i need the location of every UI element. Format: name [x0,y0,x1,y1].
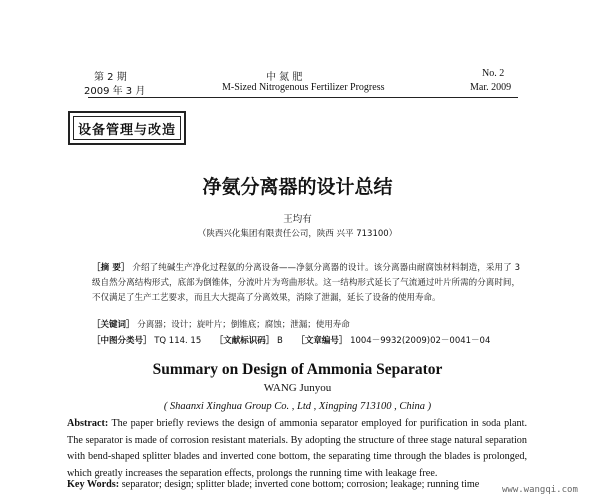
issue-date-cn: 2009 年 3 月 [84,86,146,97]
abstract-text-en: The paper briefly reviews the design of ammonia separator employed for purification in soda plant. The separator is made of corrosion resistant materials. By adopting the structure of three stage natural separation with bend-shaped splitter blades and inverted cone bottom, the separating time through the blades is prolonged, which greatly increases the separation effects, prolongs the running time with leakage free. [67,418,527,479]
keywords-text-en: separator; design; splitter blade; inverted cone bottom; corrosion; leakage; running time [119,479,480,490]
article-no-value: 1004－9932(2009)02－0041－04 [350,336,491,346]
column-badge [68,111,186,145]
author-cn: 王均有 [283,214,312,225]
journal-name-cn: 中 氮 肥 [266,72,303,83]
site-watermark: www.wangqi.com [502,485,578,495]
abstract-label-en: Abstract: [67,418,109,429]
class-label: ［中图分类号］ [92,336,152,346]
affiliation-en: ( Shaanxi Xinghua Group Co. , Ltd , Xingping 713100 , China ) [163,401,432,412]
article-title-en: Summary on Design of Ammonia Separator [152,361,443,378]
journal-name-en: M-Sized Nitrogenous Fertilizer Progress [222,82,385,93]
classification-line [92,334,490,346]
affiliation-cn: （陕西兴化集团有限责任公司，陕西 兴平 713100） [197,229,398,239]
article-no-label: ［文章编号］ [296,336,348,346]
issue-number-en: No. 2 [482,68,505,79]
issue-number-cn: 第 2 期 [94,72,127,83]
article-title-cn: 净氨分离器的设计总结 [202,176,393,198]
keywords-label-en: Key Words: [67,479,120,490]
header-rule [88,97,518,98]
author-en: WANG Junyou [263,382,332,394]
keywords-text-cn: 分离器；设计；旋叶片；倒锥底；腐蚀；泄漏；使用寿命 [137,320,350,330]
doc-code-value: B [276,336,283,346]
keywords-cn [92,318,520,333]
keywords-en [67,477,527,494]
doc-code-label: ［文献标识码］ [214,336,275,346]
abstract-text-cn: 介绍了纯碱生产净化过程氨的分离设备——净氨分离器的设计。该分离器由耐腐蚀材料制造，采用了 3 级自然分离结构形式，底部为倒锥体，分流叶片为弯曲形状。这一结构形式延长了气流通过叶片所需的分离时间，不仅满足了生产工艺要求，而且大大提高了分离效果，消除了泄漏，延长了设备的使用寿命。 [92,263,520,303]
column-label: 设备管理与改造 [73,116,181,140]
abstract-label-cn: ［摘 要］ [92,263,130,273]
abstract-en [67,416,527,482]
abstract-cn [92,261,520,306]
keywords-label-cn: ［关键词］ [92,320,135,330]
issue-date-en: Mar. 2009 [470,82,512,93]
class-value: TQ 114. 15 [154,336,202,346]
